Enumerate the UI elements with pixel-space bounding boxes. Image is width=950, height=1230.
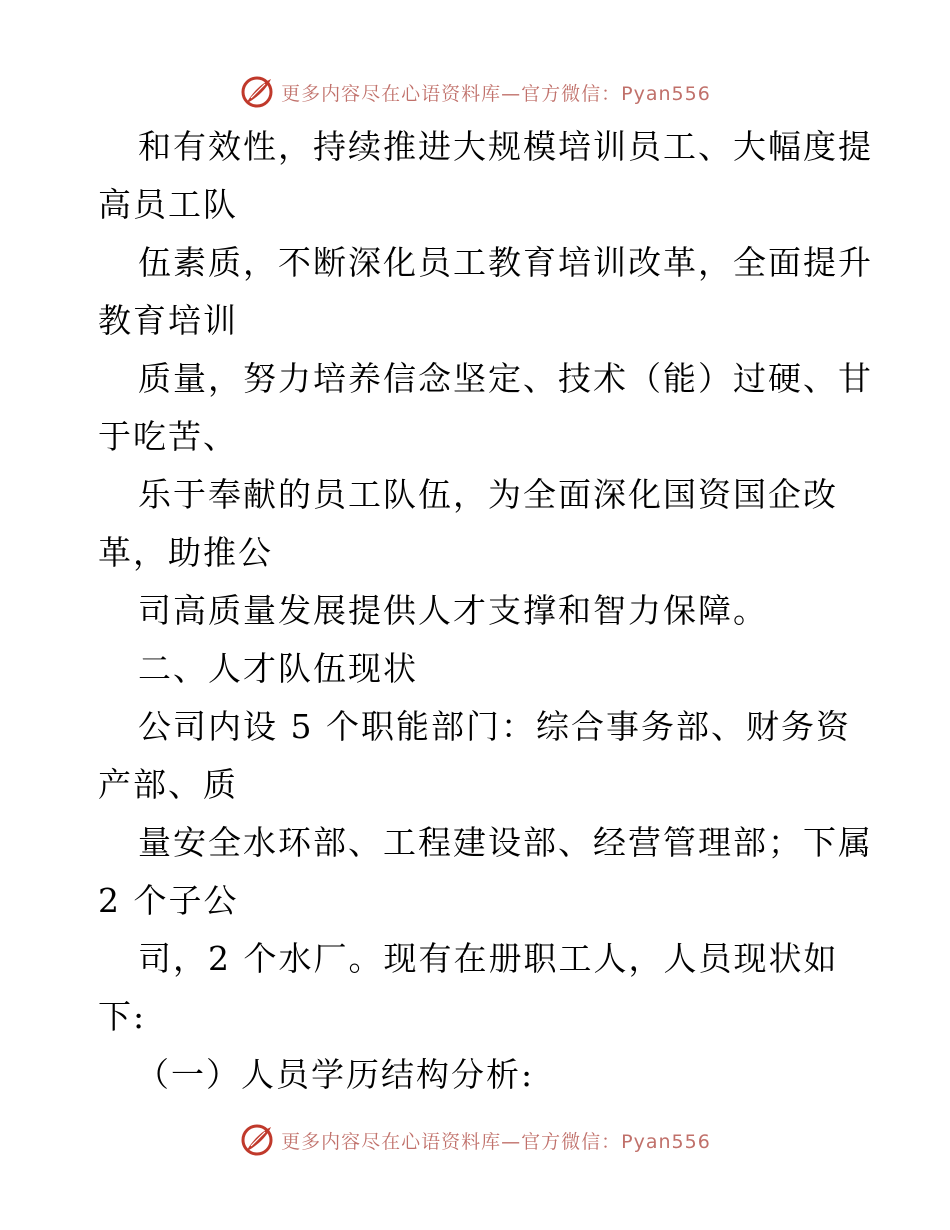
header-watermark-banner	[0, 72, 950, 112]
body-line: 教育培训	[98, 301, 238, 340]
feather-pen-logo-icon	[239, 74, 275, 110]
section-heading: 二、人才队伍现状	[138, 649, 418, 688]
body-line: 2 个子公	[98, 881, 239, 920]
watermark-text: 更多内容尽在心语资料库—官方微信：Pyan556	[281, 82, 711, 105]
subsection-heading: （一）人员学历结构分析:	[136, 1055, 535, 1094]
body-line: 质量，努力培养信念坚定、技术（能）过硬、甘	[138, 359, 873, 398]
body-line: 高员工队	[98, 185, 238, 224]
body-line: 革，助推公	[98, 533, 273, 572]
footer-watermark-banner	[0, 1120, 950, 1160]
body-line: 量安全水环部、工程建设部、经营管理部；下属	[138, 823, 873, 862]
body-line: 下:	[98, 997, 147, 1036]
document-body	[98, 118, 873, 1104]
watermark-text: 更多内容尽在心语资料库—官方微信：Pyan556	[281, 1130, 711, 1153]
body-line: 司，2 个水厂。现有在册职工人，人员现状如	[138, 939, 839, 978]
body-line: 于吃苦、	[98, 417, 238, 456]
body-line: 乐于奉献的员工队伍，为全面深化国资国企改	[138, 475, 838, 514]
body-line: 伍素质，不断深化员工教育培训改革，全面提升	[138, 243, 873, 282]
body-line: 和有效性，持续推进大规模培训员工、大幅度提	[138, 127, 873, 166]
feather-pen-logo-icon	[239, 1122, 275, 1158]
body-line: 司高质量发展提供人才支撑和智力保障。	[138, 591, 768, 630]
body-line: 产部、质	[98, 765, 238, 804]
body-line: 公司内设 5 个职能部门：综合事务部、财务资	[138, 707, 851, 746]
